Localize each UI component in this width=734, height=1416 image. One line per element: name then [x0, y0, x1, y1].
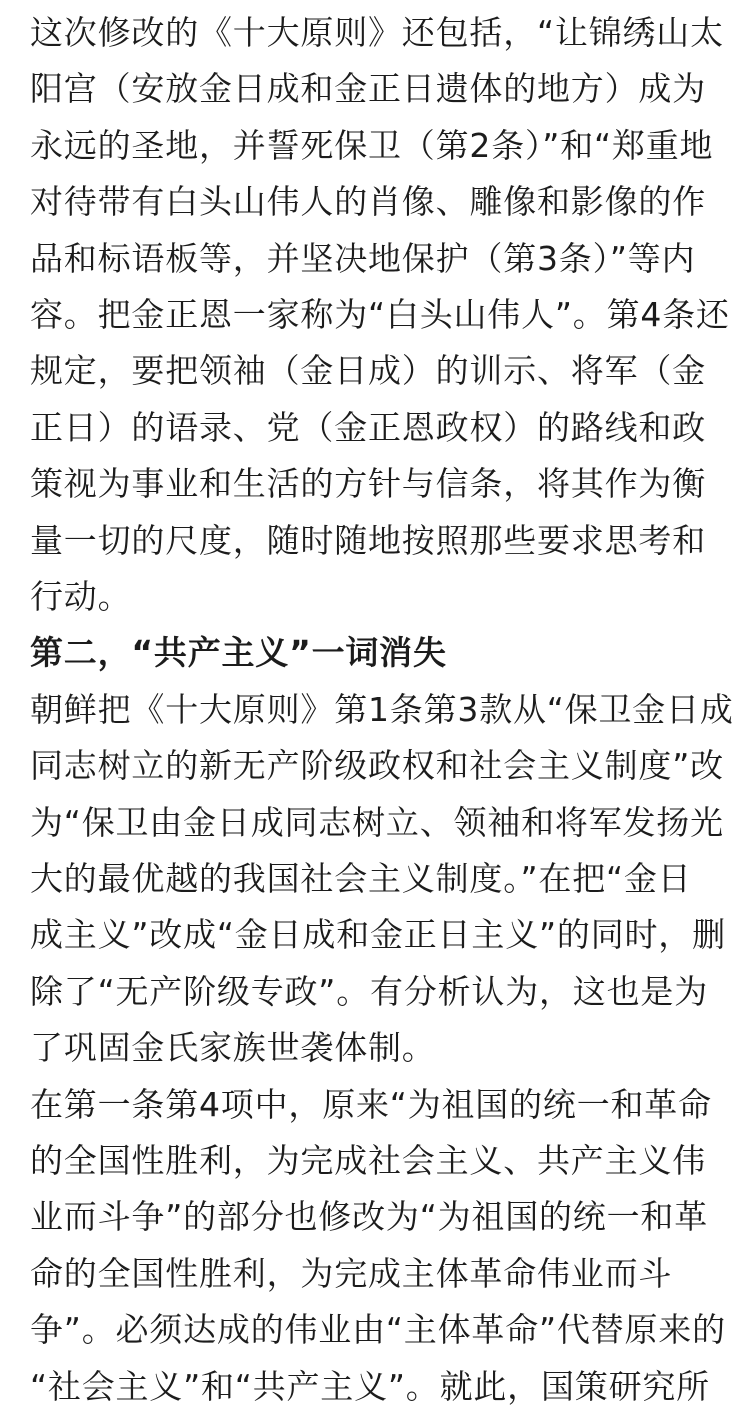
paragraph-line: 阳宫（安放金日成和金正日遗体的地方）成为 — [30, 69, 706, 109]
paragraph-line: 争”。必须达成的伟业由“主体革命”代替原来的 — [30, 1310, 726, 1350]
paragraph-line: 命的全国性胜利，为完成主体革命伟业而斗 — [30, 1253, 673, 1293]
paragraph-line: 业而斗争”的部分也修改为“为祖国的统一和革 — [30, 1197, 708, 1237]
paragraph-line: 正日）的语录、党（金正恩政权）的路线和政 — [30, 407, 706, 447]
paragraph-line: 行动。 — [30, 577, 132, 616]
paragraph-line: 的全国性胜利，为完成社会主义、共产主义伟 — [30, 1141, 706, 1180]
paragraph-line: 了巩固金氏家族世袭体制。 — [30, 1028, 436, 1068]
paragraph-line: 在第一条第4项中，原来“为祖国的统一和革命 — [30, 1084, 712, 1124]
section-heading-line: 第二，“共产主义”一词消失 — [30, 633, 447, 673]
paragraph-line: 为“保卫由金日成同志树立、领袖和将军发扬光 — [30, 802, 724, 842]
paragraph-line: 成主义”改成“金日成和金正日主义”的同时，删 — [30, 915, 726, 955]
paragraph-line: 同志树立的新无产阶级政权和社会主义制度”改 — [30, 746, 724, 786]
paragraph-line: “社会主义”和“共产主义”。就此，国策研究所 — [30, 1366, 710, 1406]
paragraph-line: 这次修改的《十大原则》还包括，“让锦绣山太 — [30, 13, 724, 52]
paragraph-line: 对待带有白头山伟人的肖像、雕像和影像的作 — [30, 182, 706, 222]
paragraph-line: 除了“无产阶级专政”。有分析认为，这也是为 — [30, 971, 708, 1011]
paragraph-line: 永远的圣地，并誓死保卫（第2条）”和“郑重地 — [30, 125, 714, 165]
paragraph-line: 量一切的尺度，随时随地按照那些要求思考和 — [30, 520, 706, 560]
paragraph-line: 品和标语板等，并坚决地保护（第3条）”等内 — [30, 238, 696, 278]
paragraph-line: 容。把金正恩一家称为“白头山伟人”。第4条还 — [30, 295, 730, 334]
paragraph-line: 规定，要把领袖（金日成）的训示、将军（金 — [30, 351, 706, 391]
paragraph-line: 朝鲜把《十大原则》第1条第3款从“保卫金日成 — [30, 689, 734, 729]
paragraph-line: 大的最优越的我国社会主义制度。”在把“金日 — [30, 859, 692, 898]
paragraph-line: 策视为事业和生活的方针与信条，将其作为衡 — [30, 464, 706, 504]
